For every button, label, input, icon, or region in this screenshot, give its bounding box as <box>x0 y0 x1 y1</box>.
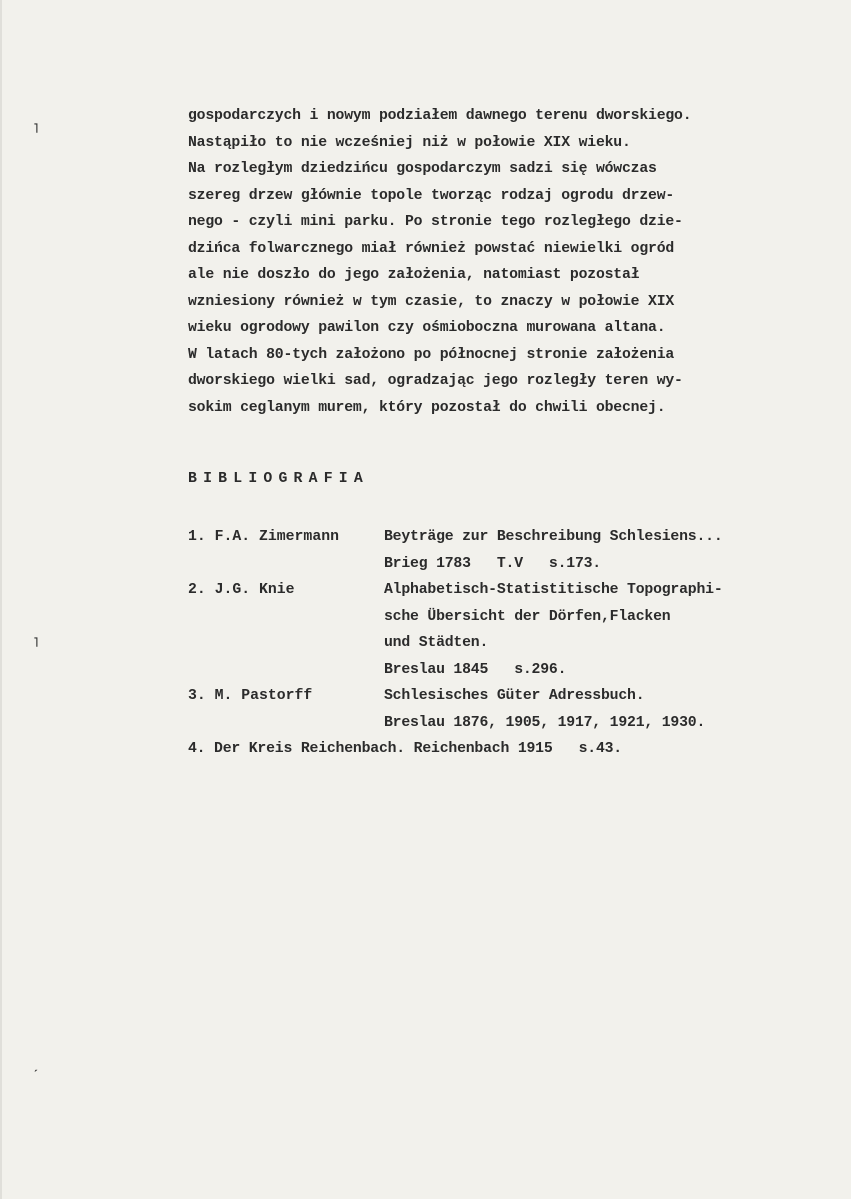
body-line: gospodarczych i nowym podziałem dawnego terenu dworskiego. <box>188 108 692 124</box>
entry-line: Schlesisches Güter Adressbuch. <box>384 688 645 704</box>
body-line: Nastąpiło to nie wcześniej niż w połowie XIX wieku. <box>188 134 631 151</box>
body-line: dzińca folwarcznego miał również powstać niewielki ogród <box>188 240 675 257</box>
entry-line: Breslau 1876, 1905, 1917, 1921, 1930. <box>384 714 706 731</box>
bibliography-entry <box>188 577 818 683</box>
entry-line: Breslau 1845 s.296. <box>384 661 567 678</box>
body-line: wzniesiony również w tym czasie, to znaczy w połowie XIX <box>188 293 675 310</box>
body-line: wieku ogrodowy pawilon czy ośmioboczna murowana altana. <box>188 320 666 336</box>
entry-line: und Städten. <box>384 635 489 651</box>
bibliography-heading: BIBLIOGRAFIA <box>188 471 369 487</box>
body-line: ale nie doszło do jego założenia, natomiast pozostał <box>188 267 640 283</box>
body-line: W latach 80-tych założono po północnej stronie założenia <box>188 346 675 363</box>
body-line: sokim ceglanym murem, który pozostał do chwili obecnej. <box>188 399 666 416</box>
margin-tick-mark: ˥ <box>32 122 40 137</box>
bibliography-entry <box>188 683 818 736</box>
entry-line: Brieg 1783 T.V s.173. <box>384 555 601 572</box>
margin-tick-mark: ˥ <box>32 636 40 651</box>
body-line: nego - czyli mini parku. Po stronie tego rozległego dzie- <box>188 214 683 230</box>
bibliography-entry <box>188 736 818 763</box>
body-text <box>188 103 818 421</box>
margin-tick-mark: ˏ <box>32 1058 40 1073</box>
body-line: Na rozległym dziedzińcu gospodarczym sadzi się wówczas <box>188 161 657 177</box>
entry-line: 4. Der Kreis Reichenbach. Reichenbach 1915 s.43. <box>188 741 622 757</box>
entry-line: Alphabetisch-Statistitische Topographi- <box>384 582 723 598</box>
body-line: szereg drzew głównie topole tworząc rodzaj ogrodu drzew- <box>188 187 675 204</box>
entry-author: 3. M. Pastorff <box>188 688 313 704</box>
body-line: dworskiego wielki sad, ogradzając jego rozległy teren wy- <box>188 373 683 389</box>
entry-line: sche Übersicht der Dörfen,Flacken <box>384 608 671 625</box>
bibliography-list <box>188 524 818 763</box>
entry-line: Beyträge zur Beschreibung Schlesiens... <box>384 529 723 545</box>
bibliography-entry <box>188 524 818 577</box>
entry-author: 1. F.A. Zimermann <box>188 529 339 545</box>
entry-author: 2. J.G. Knie <box>188 582 295 598</box>
